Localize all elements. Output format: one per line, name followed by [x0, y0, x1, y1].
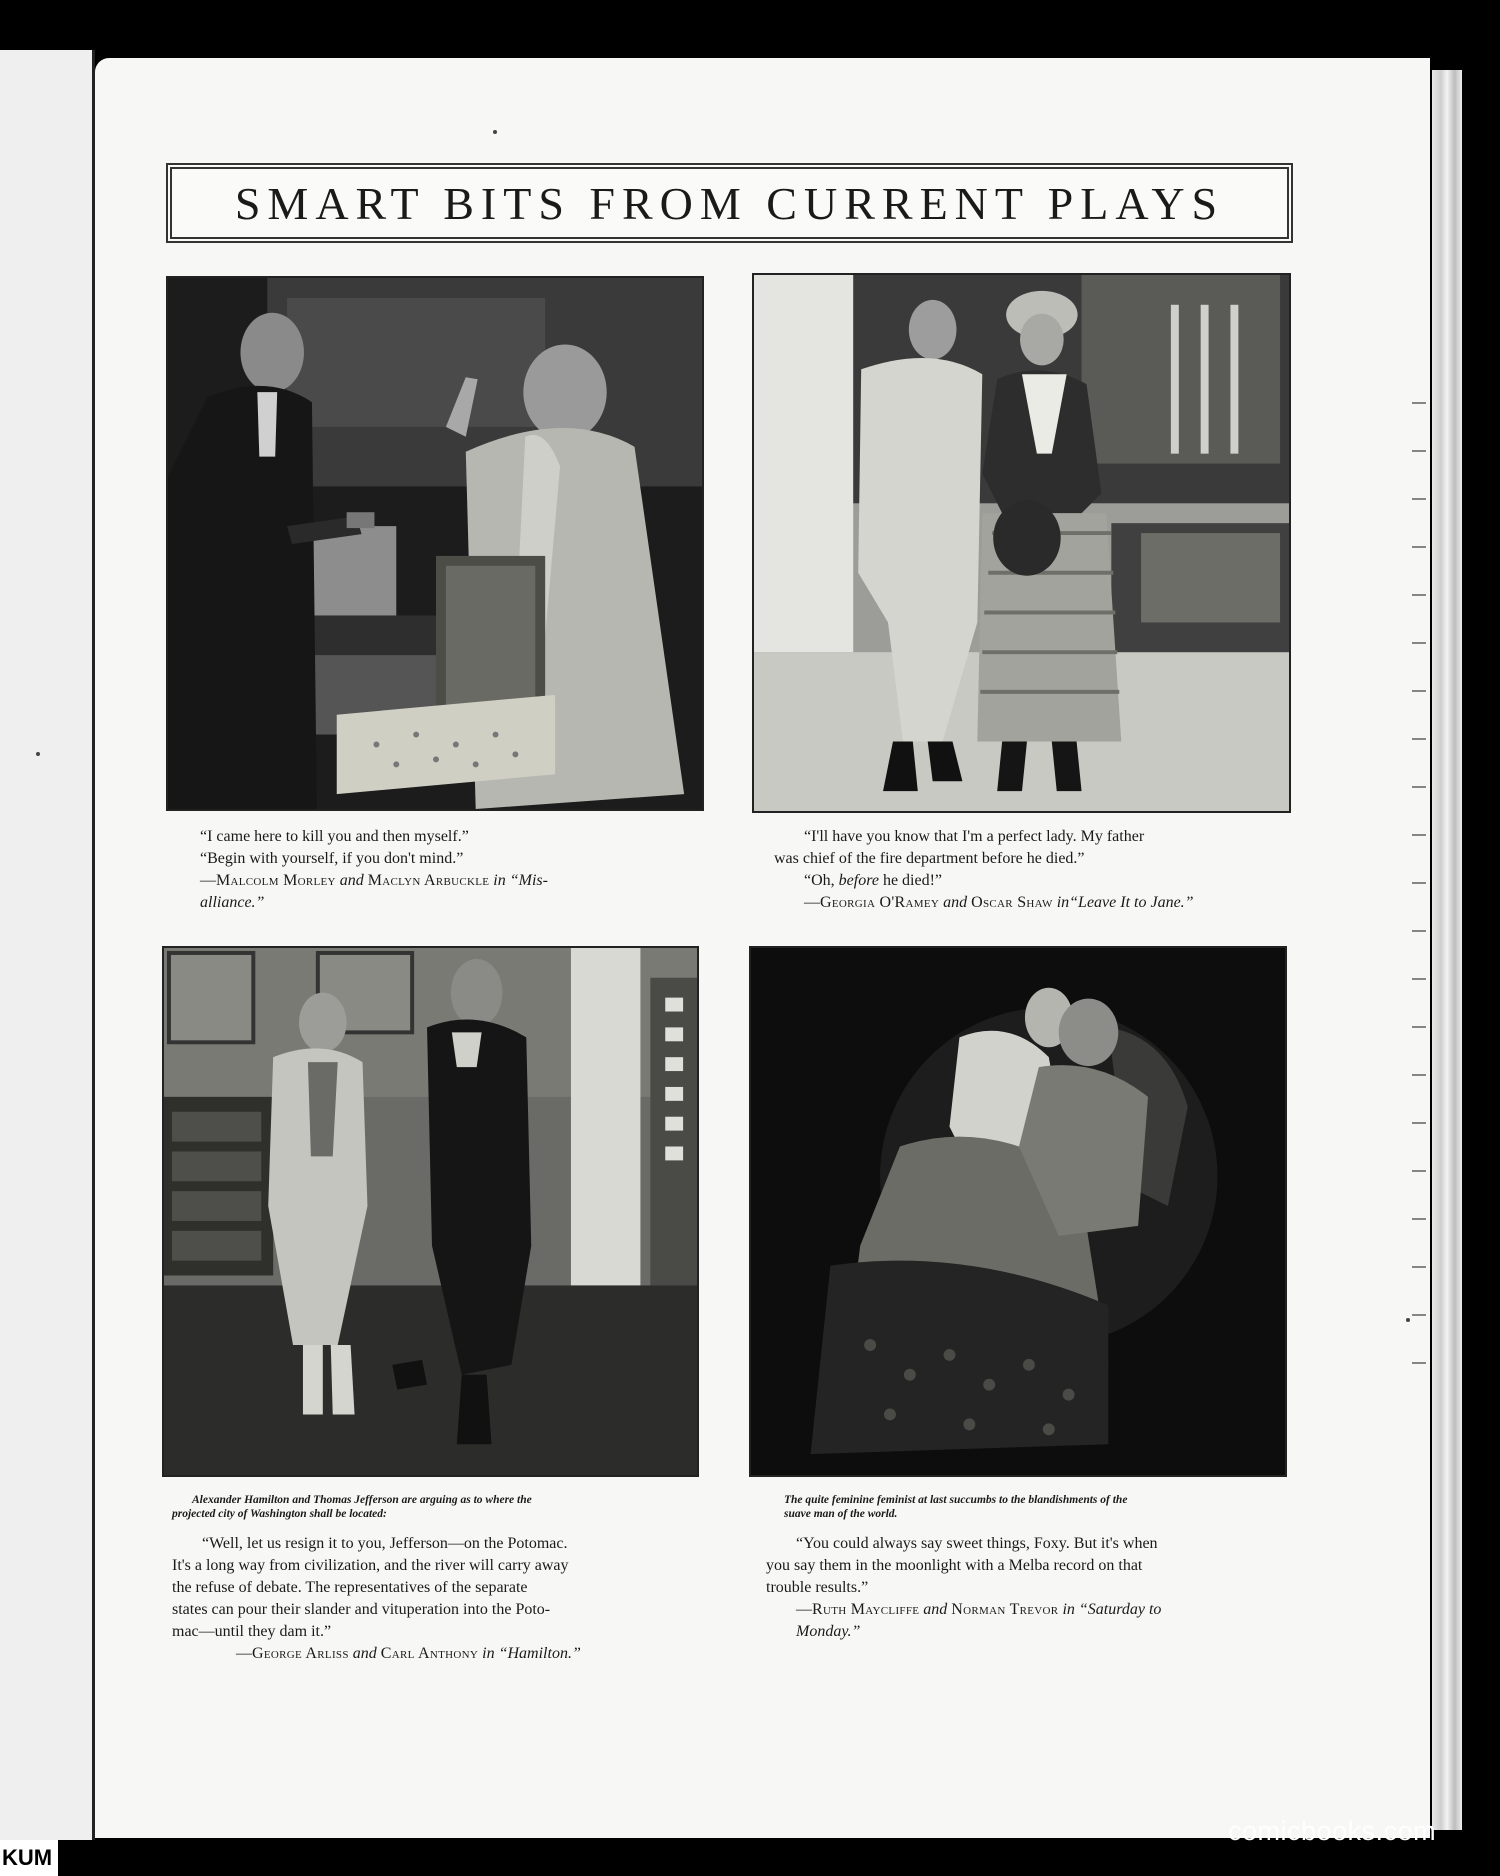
photo-saturday-to-monday-scene [749, 946, 1287, 1477]
scene-note: suave man of the world. [784, 1508, 898, 1520]
print-speck [36, 752, 40, 756]
photo-leave-it-to-jane-scene [752, 273, 1291, 813]
right-page-stack [1432, 70, 1462, 1830]
actor-name: Malcolm Morley [216, 872, 336, 889]
photo-hamilton-scene [162, 946, 699, 1477]
title-banner [166, 163, 1293, 243]
caption-line: was chief of the fire department before he died.” [774, 850, 1085, 867]
left-page-edge [0, 50, 95, 1840]
watermark: comicbooks.com [1228, 1816, 1437, 1846]
caption-line: you say them in the moonlight with a Melba record on that [766, 1557, 1143, 1574]
actor-name: Oscar Shaw [971, 894, 1053, 911]
corner-label: KUM [0, 1840, 58, 1876]
page-edge-marks [1412, 380, 1426, 1380]
actor-name: Carl Anthony [380, 1645, 479, 1662]
print-speck [493, 130, 497, 134]
caption-leave-it-to-jane [774, 826, 1268, 914]
caption-line: states can pour their slander and vituperation into the Poto- [172, 1601, 551, 1618]
play-title-continued: Monday.” [796, 1623, 861, 1640]
caption-credit: —Malcolm Morley and Maclyn Arbuckle in “Mis- [200, 872, 548, 889]
caption-reply: “Oh, before he died!” [804, 872, 943, 889]
caption-credit: —George Arliss and Carl Anthony in “Hamilton.” [236, 1645, 581, 1662]
scene-note: Alexander Hamilton and Thomas Jefferson are arguing as to where the [192, 1494, 532, 1506]
caption-misalliance [200, 826, 680, 914]
page-title: SMART BITS FROM CURRENT PLAYS [234, 177, 1225, 229]
scene-note: projected city of Washington shall be located: [172, 1508, 387, 1520]
caption-credit: —Ruth Maycliffe and Norman Trevor in “Saturday to [796, 1601, 1162, 1618]
scene-note: The quite feminine feminist at last succumbs to the blandishments of the [784, 1494, 1128, 1506]
caption-credit: —Georgia O'Ramey and Oscar Shaw in“Leave It to Jane.” [804, 894, 1194, 911]
play-title-continued: alliance.” [200, 894, 265, 911]
caption-line: “I'll have you know that I'm a perfect lady. My father [804, 828, 1145, 845]
photo-misalliance-scene [166, 276, 704, 811]
caption-line: “I came here to kill you and then myself.” [200, 828, 469, 845]
play-title: “Saturday to [1078, 1601, 1162, 1618]
actor-name: Ruth Maycliffe [812, 1601, 920, 1618]
actor-name: George Arliss [252, 1645, 349, 1662]
caption-line: mac—until they dam it.” [172, 1623, 332, 1640]
caption-line: It's a long way from civilization, and the river will carry away [172, 1557, 569, 1574]
play-title: “Hamilton.” [498, 1645, 581, 1662]
caption-line: “You could always say sweet things, Foxy. But it's when [796, 1535, 1158, 1552]
caption-hamilton [172, 1493, 676, 1665]
caption-line: trouble results.” [766, 1579, 869, 1596]
caption-line: the refuse of debate. The representatives of the separate [172, 1579, 528, 1596]
actor-name: Maclyn Arbuckle [367, 872, 490, 889]
caption-saturday-to-monday [766, 1493, 1262, 1643]
print-speck [1406, 1318, 1410, 1322]
play-title: “Leave It to Jane.” [1069, 894, 1194, 911]
caption-line: “Begin with yourself, if you don't mind.” [200, 850, 464, 867]
play-title: “Mis- [509, 872, 548, 889]
actor-name: Georgia O'Ramey [820, 894, 940, 911]
actor-name: Norman Trevor [951, 1601, 1059, 1618]
caption-line: “Well, let us resign it to you, Jefferson—on the Potomac. [202, 1535, 568, 1552]
